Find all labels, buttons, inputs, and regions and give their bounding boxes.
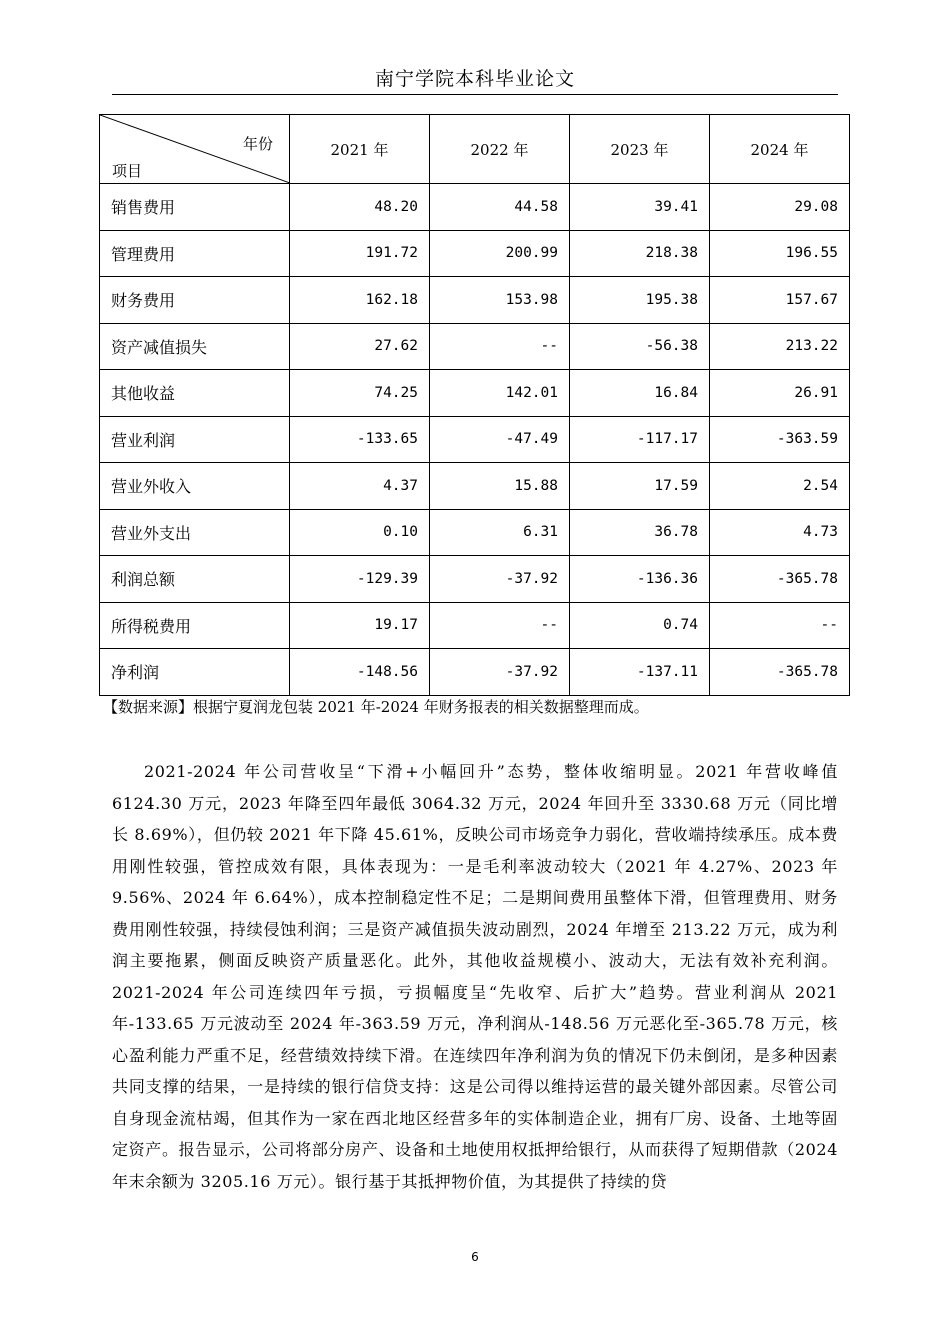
value-cell: 74.25 xyxy=(290,370,430,417)
value-cell: 162.18 xyxy=(290,277,430,324)
value-cell: -363.59 xyxy=(710,416,850,463)
value-cell: -- xyxy=(710,602,850,649)
value-cell: 142.01 xyxy=(430,370,570,417)
value-cell: 4.73 xyxy=(710,509,850,556)
table-row xyxy=(100,277,850,324)
value-cell: 2.54 xyxy=(710,463,850,510)
page-header-title: 南宁学院本科毕业论文 xyxy=(374,68,575,90)
year-header: 2024 年 xyxy=(710,115,850,184)
value-cell: 16.84 xyxy=(570,370,710,417)
row-label: 营业外收入 xyxy=(100,463,290,510)
year-header: 2023 年 xyxy=(570,115,710,184)
value-cell: 39.41 xyxy=(570,184,710,231)
table-row xyxy=(100,370,850,417)
body-paragraph: 2021-2024 年公司营收呈“下滑+小幅回升”态势，整体收缩明显。2021 年营收峰值 6124.30 万元，2023 年降至四年最低 3064.32 万元，2024 年回升至 3330.68 万元（同比增长 8.69%），但仍较 2021 年下降 45.61%，反映公司市场竞争力弱化，营收端持续承压。成本费用刚性较强，管控成效有限，具体表现为：一是毛利率波动较大（2021 年 4.27%、2023 年 9.56%、2024 年 6.64%），成本控制稳定性不足；二是期间费用虽整体下滑，但管理费用、财务费用刚性较强，持续侵蚀利润；三是资产减值损失波动剧烈，2024 年增至 213.22 万元，成为利润主要拖累，侧面反映资产质量恶化。此外，其他收益规模小、波动大，无法有效补充利润。2021-2024 年公司连续四年亏损，亏损幅度呈“先收窄、后扩大”趋势。营业利润从 2021 年-133.65 万元波动至 2024 年-363.59 万元，净利润从-148.56 万元恶化至-365.78 万元，核心盈利能力严重不足，经营绩效持续下滑。在连续四年净利润为负的情况下仍未倒闭，是多种因素共同支撑的结果，一是持续的银行信贷支持：这是公司得以维持运营的最关键外部因素。尽管公司自身现金流枯竭，但其作为一家在西北地区经营多年的实体制造企业，拥有厂房、设备、土地等固定资产。报告显示，公司将部分房产、设备和土地使用权抵押给银行，从而获得了短期借款（2024 年末余额为 3205.16 万元）。银行基于其抵押物价值，为其提供了持续的贷 xyxy=(112,762,838,1191)
row-label: 净利润 xyxy=(100,649,290,696)
value-cell: 157.67 xyxy=(710,277,850,324)
table-row xyxy=(100,230,850,277)
table-row xyxy=(100,649,850,696)
row-label: 营业利润 xyxy=(100,416,290,463)
value-cell: -117.17 xyxy=(570,416,710,463)
table-row xyxy=(100,463,850,510)
table-header-row xyxy=(100,115,850,184)
value-cell: -136.36 xyxy=(570,556,710,603)
value-cell: 200.99 xyxy=(430,230,570,277)
value-cell: -- xyxy=(430,602,570,649)
value-cell: 17.59 xyxy=(570,463,710,510)
table-row xyxy=(100,184,850,231)
value-cell: 19.17 xyxy=(290,602,430,649)
value-cell: -148.56 xyxy=(290,649,430,696)
row-label: 其他收益 xyxy=(100,370,290,417)
table-row xyxy=(100,416,850,463)
value-cell: 196.55 xyxy=(710,230,850,277)
table-row xyxy=(100,602,850,649)
value-cell: 0.74 xyxy=(570,602,710,649)
row-label: 利润总额 xyxy=(100,556,290,603)
value-cell: 153.98 xyxy=(430,277,570,324)
value-cell: 44.58 xyxy=(430,184,570,231)
value-cell: 48.20 xyxy=(290,184,430,231)
table-corner-cell xyxy=(100,115,290,184)
year-header: 2021 年 xyxy=(290,115,430,184)
value-cell: -- xyxy=(430,323,570,370)
row-label: 所得税费用 xyxy=(100,602,290,649)
value-cell: -133.65 xyxy=(290,416,430,463)
table-body xyxy=(100,184,850,696)
value-cell: 213.22 xyxy=(710,323,850,370)
row-label: 营业外支出 xyxy=(100,509,290,556)
row-label: 销售费用 xyxy=(100,184,290,231)
value-cell: -37.92 xyxy=(430,649,570,696)
value-cell: 4.37 xyxy=(290,463,430,510)
header-rule xyxy=(112,94,838,95)
data-source-note: 【数据来源】根据宁夏润龙包装 2021 年-2024 年财务报表的相关数据整理而成。 xyxy=(103,698,649,716)
value-cell: -129.39 xyxy=(290,556,430,603)
value-cell: 29.08 xyxy=(710,184,850,231)
page-number: 6 xyxy=(471,1250,479,1264)
value-cell: -56.38 xyxy=(570,323,710,370)
value-cell: 218.38 xyxy=(570,230,710,277)
value-cell: 15.88 xyxy=(430,463,570,510)
value-cell: -365.78 xyxy=(710,649,850,696)
row-label: 财务费用 xyxy=(100,277,290,324)
table-row xyxy=(100,556,850,603)
corner-year-label: 年份 xyxy=(242,135,273,153)
row-label: 管理费用 xyxy=(100,230,290,277)
value-cell: -365.78 xyxy=(710,556,850,603)
value-cell: -37.92 xyxy=(430,556,570,603)
value-cell: 36.78 xyxy=(570,509,710,556)
value-cell: 26.91 xyxy=(710,370,850,417)
value-cell: 195.38 xyxy=(570,277,710,324)
value-cell: 0.10 xyxy=(290,509,430,556)
value-cell: 27.62 xyxy=(290,323,430,370)
financial-table xyxy=(99,114,850,696)
value-cell: -47.49 xyxy=(430,416,570,463)
value-cell: -137.11 xyxy=(570,649,710,696)
year-header: 2022 年 xyxy=(430,115,570,184)
corner-item-label: 项目 xyxy=(112,162,143,180)
table-row xyxy=(100,509,850,556)
table-row xyxy=(100,323,850,370)
value-cell: 6.31 xyxy=(430,509,570,556)
row-label: 资产减值损失 xyxy=(100,323,290,370)
value-cell: 191.72 xyxy=(290,230,430,277)
